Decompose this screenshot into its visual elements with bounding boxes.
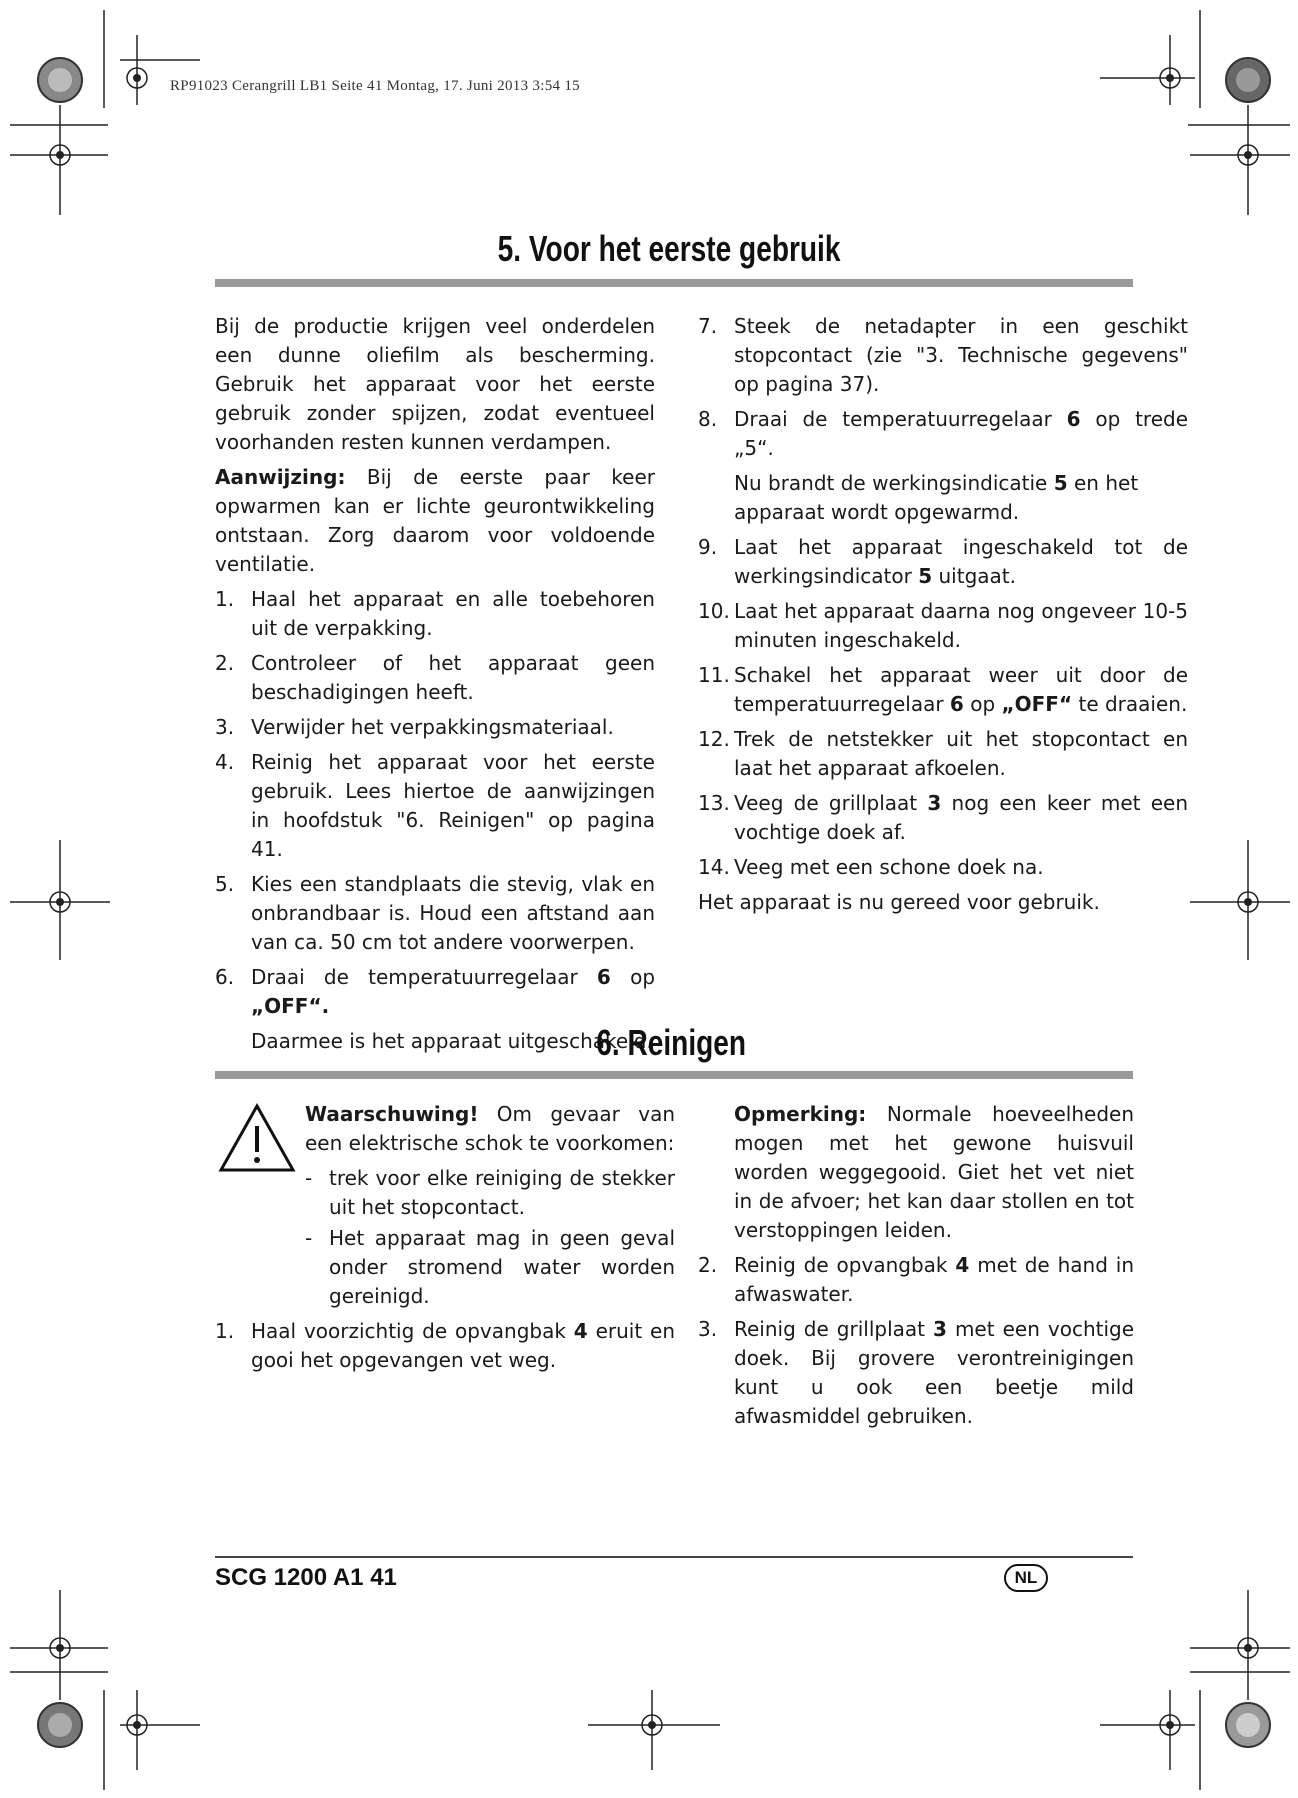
step-number: 12. [698, 727, 730, 751]
step-text [251, 1317, 675, 1375]
part-reference: 3 [933, 1317, 947, 1341]
dash-bullet: - [305, 1166, 313, 1190]
list-item [698, 405, 1188, 463]
step-text-part: op trede „5“. [734, 407, 1188, 460]
step-text-part: op [630, 965, 656, 989]
section-6-title: 6. Reinigen [596, 1022, 746, 1063]
section-6-left-column [215, 1100, 675, 1381]
step-text-part: met de hand in afwaswater. [734, 1253, 1134, 1306]
step-number: 14. [698, 855, 730, 879]
step-text: Veeg met een schone doek na. [734, 855, 1044, 879]
remark-text: Normale hoeveelheden mogen met het gewone huisvuil worden weggegooid. Giet het vet niet in de afvoer; het kan daar stollen en tot verstoppingen leiden. [734, 1102, 1134, 1242]
list-item [215, 963, 655, 1021]
part-reference: 4 [955, 1253, 970, 1277]
step-text: Trek de netstekker uit het stopcontact en laat het apparaat afkoelen. [734, 727, 1188, 780]
part-reference: 3 [927, 791, 942, 815]
step-text-part: Draai de temperatuurregelaar [251, 965, 578, 989]
warning-item: trek voor elke reiniging de stekker uit het stopcontact. [329, 1166, 675, 1219]
step-number: 8. [698, 407, 718, 431]
language-badge: NL [1004, 1564, 1048, 1592]
step-text: Verwijder het verpakkingsmateriaal. [251, 715, 614, 739]
step-text: Kies een standplaats die stevig, vlak en onbrandbaar is. Houd een aftstand aan van ca. 50 cm tot andere voorwerpen. [251, 872, 655, 954]
note-paragraph [215, 463, 655, 579]
step-text-part: en het apparaat wordt opgewarmd. [734, 471, 1139, 524]
step-text-part: te draaien. [1078, 692, 1188, 716]
step-number: 1. [215, 587, 235, 611]
warning-text: Om gevaar van een elektrische schok te voorkomen: [305, 1102, 675, 1155]
note-label: Aanwijzing: [215, 465, 346, 489]
step-number: 10. [698, 599, 730, 623]
step-number: 13. [698, 791, 730, 815]
step-text: Steek de netadapter in een geschikt stopcontact (zie "3. Technische gegevens" op pagina 37). [734, 314, 1188, 396]
step-number: 3. [698, 1317, 718, 1341]
step-number: 2. [215, 651, 235, 675]
step-number: 4. [215, 750, 235, 774]
off-setting: „OFF“ [1001, 692, 1073, 716]
step-text: Controleer of het apparaat geen beschadigingen heeft. [251, 651, 655, 704]
step-text-part: Laat het apparaat ingeschakeld tot de werkingsindicator [734, 535, 1188, 588]
warning-label: Waarschuwing! [305, 1102, 479, 1126]
step-text-part: Haal voorzichtig de opvangbak [251, 1319, 566, 1343]
section-5-right-column [698, 312, 1188, 923]
step-text-part: Nu brandt de werkingsindicatie [734, 471, 1048, 495]
part-reference: 6 [1066, 407, 1081, 431]
list-item [215, 1317, 675, 1375]
step-text: Laat het apparaat daarna nog ongeveer 10-5 minuten ingeschakeld. [734, 599, 1188, 652]
section-6-rule [215, 1071, 1133, 1079]
step-number: 5. [215, 872, 235, 896]
step-text [251, 963, 655, 1021]
step-text [734, 533, 1188, 591]
part-reference: 4 [573, 1319, 588, 1343]
step-text [734, 405, 1188, 463]
list-item [698, 1315, 1134, 1431]
list-item [698, 533, 1188, 591]
step-text [734, 661, 1188, 719]
list-item [215, 748, 655, 864]
section-5-left-column [215, 312, 655, 1062]
part-reference: 6 [596, 965, 611, 989]
warning-triangle-icon [217, 1102, 297, 1174]
list-item [698, 597, 1188, 655]
warning-item: Het apparaat mag in geen geval onder stromend water worden gereinigd. [329, 1226, 675, 1308]
step-text [734, 789, 1188, 847]
list-item [698, 725, 1188, 783]
step-number: 2. [698, 1253, 718, 1277]
step-result [734, 469, 1188, 527]
print-slug: RP91023 Cerangrill LB1 Seite 41 Montag, 17. Juni 2013 3:54 15 [170, 78, 580, 94]
step-text-part: op [970, 692, 996, 716]
section-5-rule [215, 279, 1133, 287]
part-reference: 5 [918, 564, 933, 588]
off-setting: „OFF“. [251, 994, 330, 1018]
step-number: 6. [215, 965, 235, 989]
footer-model-page: SCG 1200 A1 41 [215, 1564, 397, 1591]
step-text [734, 1315, 1134, 1431]
step-text-part: met een vochtige doek. Bij grovere verontreinigingen kunt u ook een beetje mild afwasmiddel gebruiken. [734, 1317, 1135, 1428]
dash-bullet: - [305, 1226, 313, 1250]
step-number: 3. [215, 715, 235, 739]
list-item [698, 853, 1188, 882]
list-item [215, 870, 655, 957]
part-reference: 5 [1053, 471, 1068, 495]
step-text: Haal het apparaat en alle toebehoren uit de verpakking. [251, 587, 655, 640]
intro-paragraph: Bij de productie krijgen veel onderdelen een dunne oliefilm als bescherming. Gebruik het apparaat voor het eerste gebruik zonder spijzen, zodat eventueel voorhanden resten kunnen verdampen. [215, 314, 655, 454]
step-text-part: nog een keer met een vochtige doek af. [734, 791, 1189, 844]
step-text-part: Veeg de grillplaat [734, 791, 918, 815]
list-item [305, 1224, 675, 1311]
list-item [698, 1251, 1134, 1309]
step-number: 7. [698, 314, 718, 338]
list-item [698, 661, 1188, 719]
warning-block [215, 1100, 675, 1311]
step-text-part: Reinig de grillplaat [734, 1317, 925, 1341]
list-item [215, 585, 655, 643]
step-text-part: Reinig de opvangbak [734, 1253, 948, 1277]
note-text: Bij de eerste paar keer opwarmen kan er lichte geurontwikkeling ontstaan. Zorg daarom voor voldoende ventilatie. [215, 465, 655, 576]
list-item [215, 649, 655, 707]
step-text-part: Schakel het apparaat weer uit door de temperatuurregelaar [734, 663, 1188, 716]
remark-label: Opmerking: [734, 1102, 867, 1126]
section-5-title: 5. Voor het eerste gebruik [497, 228, 840, 269]
step-number: 1. [215, 1319, 235, 1343]
footer-rule [215, 1556, 1133, 1558]
step-number: 11. [698, 663, 730, 687]
step-number: 9. [698, 535, 718, 559]
step-text-part: Draai de temperatuurregelaar [734, 407, 1052, 431]
list-item [698, 312, 1188, 399]
step-text: Reinig het apparaat voor het eerste gebruik. Lees hiertoe de aanwijzingen in hoofdstuk "6. Reinigen" op pagina 41. [251, 750, 655, 861]
step-result: Daarmee is het apparaat uitgeschakeld. [251, 1029, 653, 1053]
list-item [698, 789, 1188, 847]
step-text-part: uitgaat. [938, 564, 1016, 588]
list-item [215, 713, 655, 742]
closing-paragraph: Het apparaat is nu gereed voor gebruik. [698, 890, 1100, 914]
part-reference: 6 [949, 692, 964, 716]
list-item [305, 1164, 675, 1222]
step-text [734, 1251, 1134, 1309]
warning-paragraph [305, 1100, 675, 1158]
step-text-part: eruit en gooi het opgevangen vet weg. [251, 1319, 676, 1372]
section-6-right-column [698, 1100, 1134, 1437]
remark-paragraph [734, 1100, 1134, 1245]
